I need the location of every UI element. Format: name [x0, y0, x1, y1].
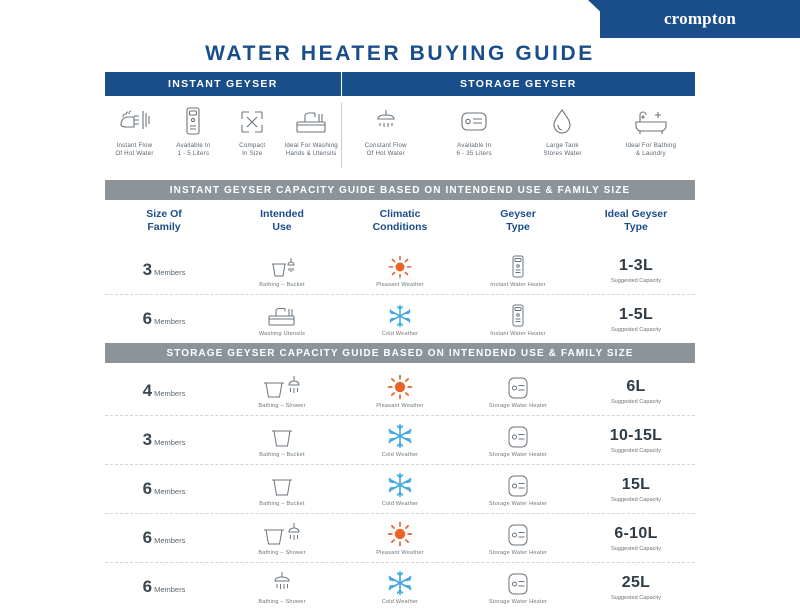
- cell-climate: [341, 302, 459, 337]
- cell-ideal-capacity: [577, 257, 695, 284]
- family-count: 6: [142, 577, 153, 596]
- table-row: [105, 416, 695, 465]
- table-row: [105, 246, 695, 295]
- ideal-capacity-value: 25L: [621, 573, 651, 591]
- ideal-capacity-value: 1-3L: [618, 256, 654, 274]
- feature-caption: Large Tank Stores Water: [543, 142, 582, 157]
- cell-ideal-capacity: [577, 378, 695, 405]
- use-label: Bathing – Bucket: [259, 451, 305, 458]
- ideal-capacity-value: 1-5L: [618, 305, 654, 323]
- cell-intended-use: [223, 521, 341, 556]
- table-row: [105, 514, 695, 563]
- instant-geyser-unit-icon: [184, 105, 202, 139]
- storage-geyser-unit-icon: [506, 570, 530, 596]
- storage-geyser-unit-icon: [506, 423, 530, 449]
- family-count: 6: [142, 309, 153, 328]
- cell-geyser-type: [459, 374, 577, 409]
- family-count: 6: [142, 528, 153, 547]
- feature-instant-flow: [105, 103, 164, 168]
- cell-intended-use: [223, 302, 341, 337]
- hand-water-flow-icon: [117, 105, 151, 139]
- ideal-capacity-sub: Suggested Capacity: [610, 594, 662, 601]
- section-banner-storage: STORAGE GEYSER CAPACITY GUIDE BASED ON INTENDEND USE & FAMILY SIZE: [105, 343, 695, 363]
- bucket-shower-icon: [267, 253, 297, 279]
- bucket-shower-icon: [258, 521, 306, 547]
- geyser-label: Storage Water Heater: [488, 402, 548, 409]
- cell-climate: [341, 472, 459, 507]
- cell-geyser-type: [459, 253, 577, 288]
- use-label: Washing Utensils: [258, 330, 306, 337]
- climate-label: Pleasant Weather: [376, 402, 424, 409]
- sun-icon: [388, 253, 412, 279]
- cell-climate: [341, 521, 459, 556]
- feature-group-storage: [341, 103, 695, 168]
- climate-label: Pleasant Weather: [376, 549, 424, 556]
- cell-family-size: [105, 260, 223, 280]
- sink-utensils-icon: [266, 302, 298, 328]
- feature-constant-flow: [342, 103, 430, 168]
- table-row: [105, 563, 695, 611]
- storage-geyser-unit-icon: [506, 472, 530, 498]
- snowflake-icon: [388, 302, 412, 328]
- cell-intended-use: [223, 423, 341, 458]
- brand-header: [540, 0, 800, 44]
- column-header-geyser-type: Geyser Type: [500, 208, 536, 233]
- snowflake-icon: [387, 423, 413, 449]
- snowflake-icon: [387, 570, 413, 596]
- geyser-label: Storage Water Heater: [488, 598, 548, 605]
- climate-label: Cold Weather: [381, 500, 419, 507]
- cell-ideal-capacity: [577, 306, 695, 333]
- compact-size-icon: [238, 105, 266, 139]
- instant-rows: [105, 246, 695, 343]
- family-count: 3: [142, 260, 153, 279]
- family-count: 3: [142, 430, 153, 449]
- bucket-shower-icon: [258, 374, 306, 400]
- bathtub-icon: [633, 105, 669, 139]
- instant-geyser-unit-icon: [510, 302, 526, 328]
- cell-ideal-capacity: [577, 525, 695, 552]
- ideal-capacity-value: 6L: [626, 377, 646, 395]
- page-title: WATER HEATER BUYING GUIDE: [205, 42, 595, 65]
- cell-family-size: [105, 381, 223, 401]
- use-label: Bathing – Shower: [258, 402, 306, 409]
- feature-caption: Compact In Size: [239, 142, 266, 157]
- climate-label: Pleasant Weather: [376, 281, 424, 288]
- ideal-capacity-sub: Suggested Capacity: [610, 277, 662, 284]
- cell-intended-use: [223, 253, 341, 288]
- snowflake-icon: [387, 472, 413, 498]
- storage-rows: [105, 367, 695, 611]
- cell-intended-use: [223, 472, 341, 507]
- column-header-climatic-conditions: Climatic Conditions: [372, 208, 428, 233]
- cell-geyser-type: [459, 570, 577, 605]
- bucket-icon: [267, 423, 297, 449]
- family-unit: Members: [154, 389, 186, 398]
- feature-large-tank: [518, 103, 606, 168]
- instant-geyser-unit-icon: [510, 253, 526, 279]
- cell-climate: [341, 570, 459, 605]
- column-header-ideal-geyser-type: Ideal Geyser Type: [604, 208, 668, 233]
- cell-family-size: [105, 430, 223, 450]
- brand-bar: [600, 0, 800, 38]
- feature-group-instant: [105, 103, 341, 168]
- geyser-label: Instant Water Heater: [490, 281, 546, 288]
- column-header-size-of-family: Size Of Family: [146, 208, 182, 233]
- family-unit: Members: [154, 317, 186, 326]
- feature-caption: Available In 1 - 5 Liters: [176, 142, 211, 157]
- feature-caption: Ideal For Bathing & Laundry: [625, 142, 677, 157]
- use-label: Bathing – Shower: [258, 549, 306, 556]
- ideal-capacity-sub: Suggested Capacity: [610, 545, 662, 552]
- water-drop-tank-icon: [549, 105, 575, 139]
- climate-label: Cold Weather: [381, 451, 419, 458]
- cell-family-size: [105, 479, 223, 499]
- ideal-capacity-sub: Suggested Capacity: [610, 398, 662, 405]
- section-banner-instant: INSTANT GEYSER CAPACITY GUIDE BASED ON INTENDEND USE & FAMILY SIZE: [105, 180, 695, 200]
- category-header-row: [105, 72, 695, 96]
- climate-label: Cold Weather: [381, 330, 419, 337]
- feature-caption: Constant Flow Of Hot Water: [364, 142, 407, 157]
- storage-geyser-unit-icon: [506, 521, 530, 547]
- geyser-label: Instant Water Heater: [490, 330, 546, 337]
- cell-geyser-type: [459, 521, 577, 556]
- cell-geyser-type: [459, 472, 577, 507]
- storage-geyser-unit-icon: [506, 374, 530, 400]
- column-header-row: [105, 205, 695, 243]
- use-label: Bathing – Bucket: [259, 281, 305, 288]
- cell-climate: [341, 253, 459, 288]
- ideal-capacity-sub: Suggested Capacity: [610, 326, 662, 333]
- geyser-label: Storage Water Heater: [488, 500, 548, 507]
- feature-caption: Available In 6 - 35 Liters: [456, 142, 492, 157]
- family-unit: Members: [154, 268, 186, 277]
- sun-icon: [387, 521, 413, 547]
- feature-storage-capacity: [430, 103, 518, 168]
- table-row: [105, 465, 695, 514]
- feature-compact-size: [223, 103, 282, 168]
- category-header-storage: STORAGE GEYSER: [459, 78, 577, 90]
- family-count: 6: [142, 479, 153, 498]
- brand-name: crompton: [663, 9, 737, 28]
- cell-family-size: [105, 528, 223, 548]
- cell-climate: [341, 374, 459, 409]
- family-unit: Members: [154, 487, 186, 496]
- bucket-icon: [267, 472, 297, 498]
- use-label: Bathing – Shower: [258, 598, 306, 605]
- shower-head-icon: [371, 105, 401, 139]
- family-unit: Members: [154, 585, 186, 594]
- cell-geyser-type: [459, 423, 577, 458]
- shower-head-icon: [267, 570, 297, 596]
- cell-ideal-capacity: [577, 476, 695, 503]
- feature-icon-row: [105, 103, 695, 168]
- cell-ideal-capacity: [577, 427, 695, 454]
- family-count: 4: [142, 381, 153, 400]
- sun-icon: [387, 374, 413, 400]
- cell-ideal-capacity: [577, 574, 695, 601]
- storage-geyser-unit-icon: [459, 105, 489, 139]
- feature-caption: Ideal For Washing Hands & Utensils: [284, 142, 338, 157]
- family-unit: Members: [154, 536, 186, 545]
- cell-family-size: [105, 577, 223, 597]
- table-row: [105, 367, 695, 416]
- ideal-capacity-sub: Suggested Capacity: [610, 447, 662, 454]
- column-header-intended-use: Intended Use: [260, 208, 304, 233]
- ideal-capacity-value: 15L: [621, 475, 651, 493]
- cell-intended-use: [223, 374, 341, 409]
- sink-utensils-icon: [293, 105, 329, 139]
- feature-bathing-laundry: [607, 103, 695, 168]
- cell-geyser-type: [459, 302, 577, 337]
- family-unit: Members: [154, 438, 186, 447]
- ideal-capacity-value: 6-10L: [614, 524, 658, 542]
- cell-intended-use: [223, 570, 341, 605]
- feature-caption: Instant Flow Of Hot Water: [115, 142, 154, 157]
- geyser-label: Storage Water Heater: [488, 451, 548, 458]
- category-header-instant: INSTANT GEYSER: [105, 72, 342, 96]
- ideal-capacity-sub: Suggested Capacity: [610, 496, 662, 503]
- geyser-label: Storage Water Heater: [488, 549, 548, 556]
- ideal-capacity-value: 10-15L: [609, 426, 663, 444]
- climate-label: Cold Weather: [381, 598, 419, 605]
- cell-family-size: [105, 309, 223, 329]
- use-label: Bathing – Bucket: [259, 500, 305, 507]
- cell-climate: [341, 423, 459, 458]
- table-row: [105, 295, 695, 343]
- feature-washing: [282, 103, 341, 168]
- feature-instant-capacity: [164, 103, 223, 168]
